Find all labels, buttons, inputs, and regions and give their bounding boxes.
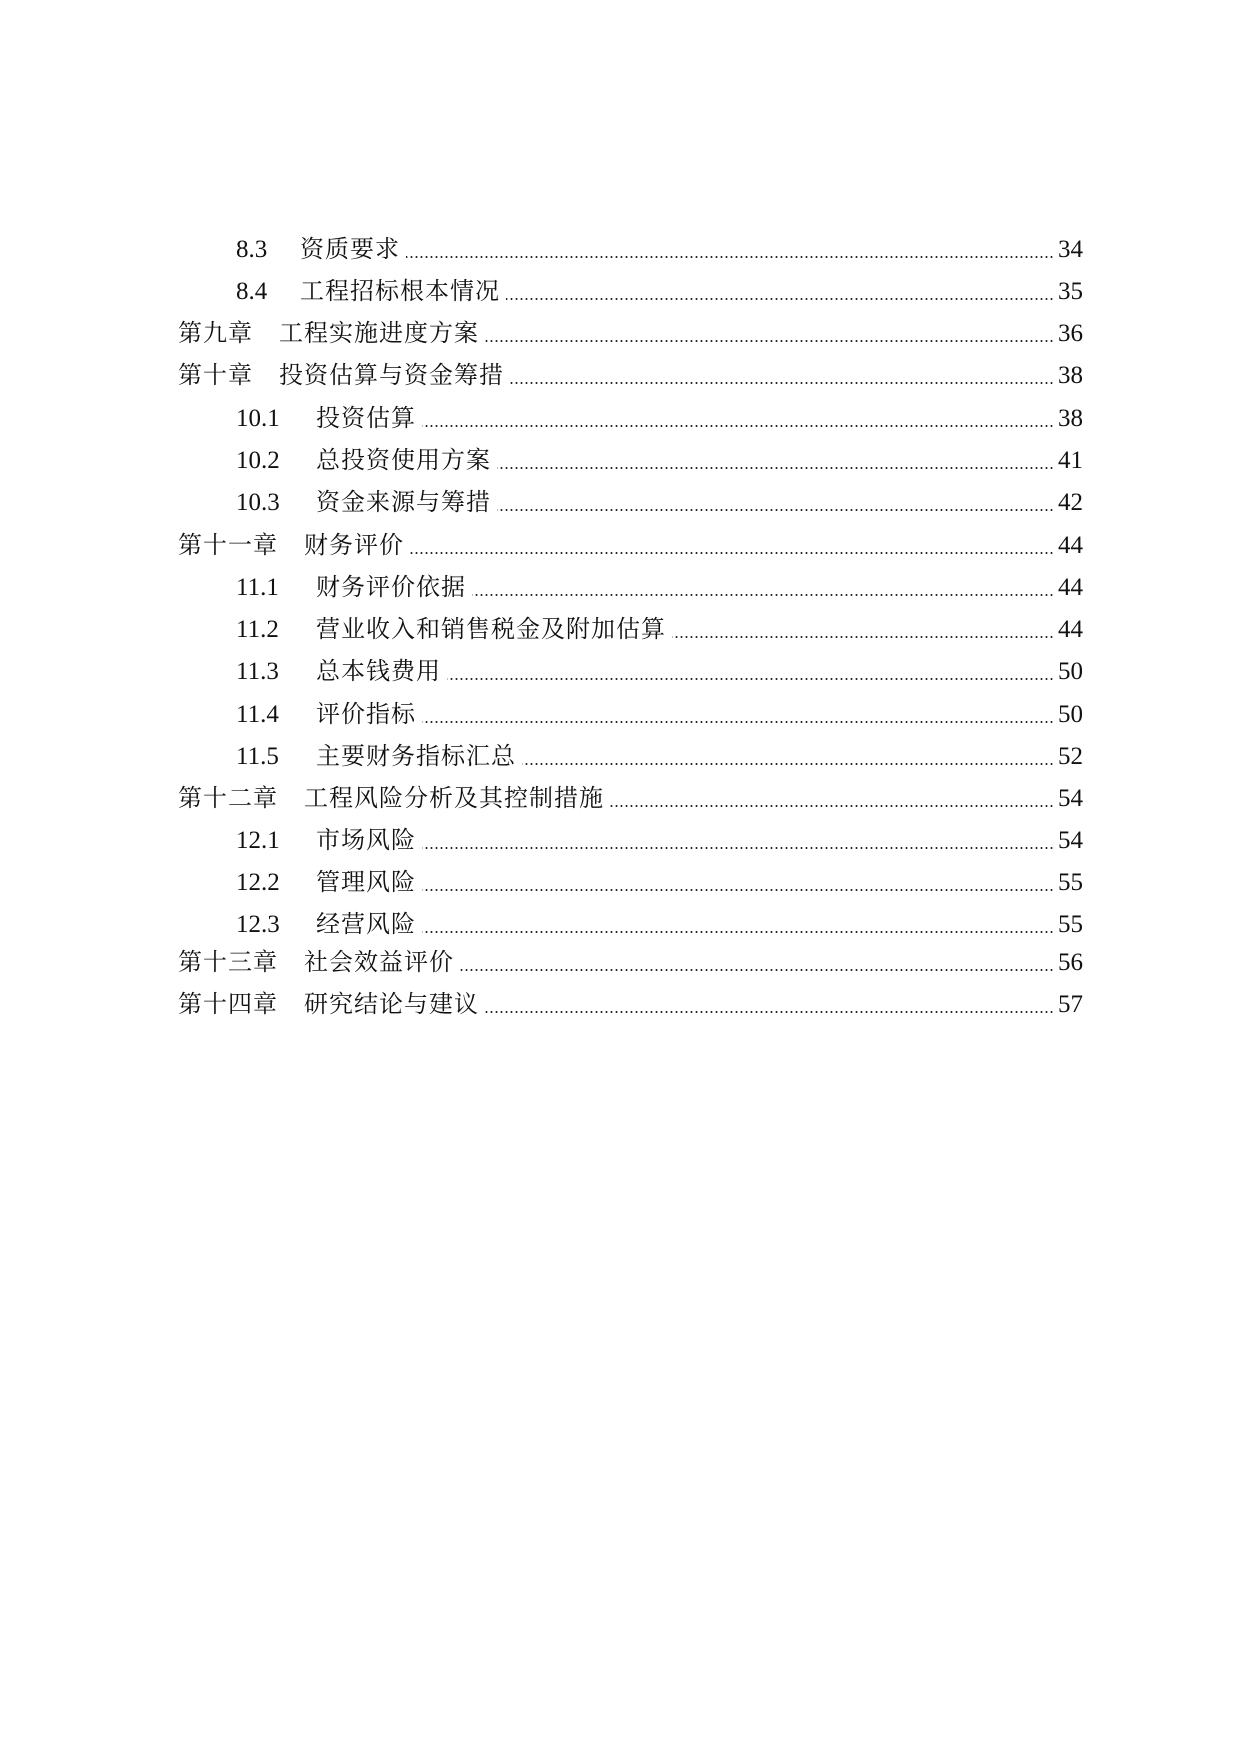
dot-leader [422,847,1054,849]
toc-entry-number: 10.1 [236,405,280,432]
toc-entry-title: 资金来源与筹措 [316,488,491,516]
dot-leader [485,340,1054,342]
toc-entry-page: 44 [1058,574,1083,601]
toc-entry-page: 41 [1058,447,1083,474]
toc-entry[interactable] [236,656,1083,687]
toc-entry-title: 总投资使用方案 [316,446,491,474]
dot-leader [422,931,1054,933]
toc-entry[interactable] [236,741,1083,772]
toc-entry[interactable] [178,360,1083,391]
toc-entry-page: 56 [1058,949,1083,976]
toc-entry-number: 11.1 [236,574,279,601]
toc-entry-title: 工程招标根本情况 [300,277,500,305]
dot-leader [510,382,1054,384]
dot-leader [410,552,1054,554]
toc-chapter-number: 第九章 [178,319,253,347]
toc-entry-page: 52 [1058,743,1083,770]
toc-entry-page: 57 [1058,991,1083,1018]
toc-entry-title: 管理风险 [316,868,416,896]
dot-leader [422,889,1054,891]
toc-entry-title: 资质要求 [300,235,400,263]
toc-entry-title: 工程风险分析及其控制措施 [304,784,604,812]
toc-entry-title: 总本钱费用 [316,657,441,685]
toc-entry-title: 投资估算 [316,404,416,432]
toc-entry-title: 财务评价 [304,531,404,559]
toc-entry-number: 10.2 [236,447,280,474]
toc-entry-title: 财务评价依据 [316,573,466,601]
toc-entry-page: 44 [1058,616,1083,643]
toc-entry[interactable] [236,403,1083,434]
dot-leader [497,509,1054,511]
toc-entry[interactable] [178,318,1083,349]
toc-entry-page: 54 [1058,827,1083,854]
toc-entry[interactable] [236,234,1083,265]
toc-entry-title: 社会效益评价 [304,948,454,976]
toc-entry-title: 研究结论与建议 [304,990,479,1018]
toc-entry-number: 11.2 [236,616,279,643]
dot-leader [406,256,1054,258]
toc-entry-number: 11.4 [236,701,279,728]
toc-chapter-number: 第十四章 [178,990,278,1018]
toc-entry-page: 35 [1058,278,1083,305]
toc-entry[interactable] [178,947,1083,978]
toc-entry-number: 12.2 [236,869,280,896]
toc-entry-number: 8.4 [236,278,268,305]
dot-leader [672,636,1054,638]
toc-entry-page: 38 [1058,362,1083,389]
toc-entry-page: 36 [1058,320,1083,347]
toc-entry-title: 工程实施进度方案 [279,319,479,347]
dot-leader [522,763,1054,765]
toc-entry[interactable] [236,614,1083,645]
toc-entry-page: 38 [1058,405,1083,432]
toc-entry-number: 10.3 [236,489,280,516]
toc-entry-page: 44 [1058,532,1083,559]
toc-entry-page: 55 [1058,869,1083,896]
toc-entry[interactable] [236,825,1083,856]
dot-leader [610,805,1054,807]
toc-entry-number: 12.1 [236,827,280,854]
dot-leader [447,678,1054,680]
toc-chapter-number: 第十二章 [178,784,278,812]
toc-entry-title: 经营风险 [316,910,416,938]
toc-entry[interactable] [178,989,1083,1020]
toc-entry[interactable] [236,445,1083,476]
toc-chapter-number: 第十三章 [178,948,278,976]
toc-chapter-number: 第十一章 [178,531,278,559]
toc-entry-title: 评价指标 [316,700,416,728]
toc-entry[interactable] [236,276,1083,307]
dot-leader [506,298,1054,300]
toc-entry-number: 11.5 [236,743,279,770]
toc-entry-number: 8.3 [236,236,268,263]
toc-entry-number: 11.3 [236,658,279,685]
toc-entry-number: 12.3 [236,911,280,938]
dot-leader [460,969,1054,971]
toc-entry-title: 投资估算与资金筹措 [279,361,504,389]
dot-leader [485,1011,1054,1013]
toc-entry[interactable] [236,487,1083,518]
toc-entry-page: 34 [1058,236,1083,263]
toc-entry-page: 50 [1058,701,1083,728]
toc-entry-title: 营业收入和销售税金及附加估算 [316,615,666,643]
toc-entry[interactable] [236,699,1083,730]
toc-entry[interactable] [236,909,1083,940]
dot-leader [472,594,1054,596]
dot-leader [422,425,1054,427]
toc-entry-title: 主要财务指标汇总 [316,742,516,770]
toc-entry[interactable] [236,572,1083,603]
toc-entry-title: 市场风险 [316,826,416,854]
dot-leader [497,467,1054,469]
toc-chapter-number: 第十章 [178,361,253,389]
toc-entry[interactable] [236,867,1083,898]
toc-entry[interactable] [178,783,1083,814]
toc-entry-page: 50 [1058,658,1083,685]
toc-entry-page: 54 [1058,785,1083,812]
toc-entry-page: 42 [1058,489,1083,516]
toc-entry[interactable] [178,530,1083,561]
dot-leader [422,721,1054,723]
toc-entry-page: 55 [1058,911,1083,938]
